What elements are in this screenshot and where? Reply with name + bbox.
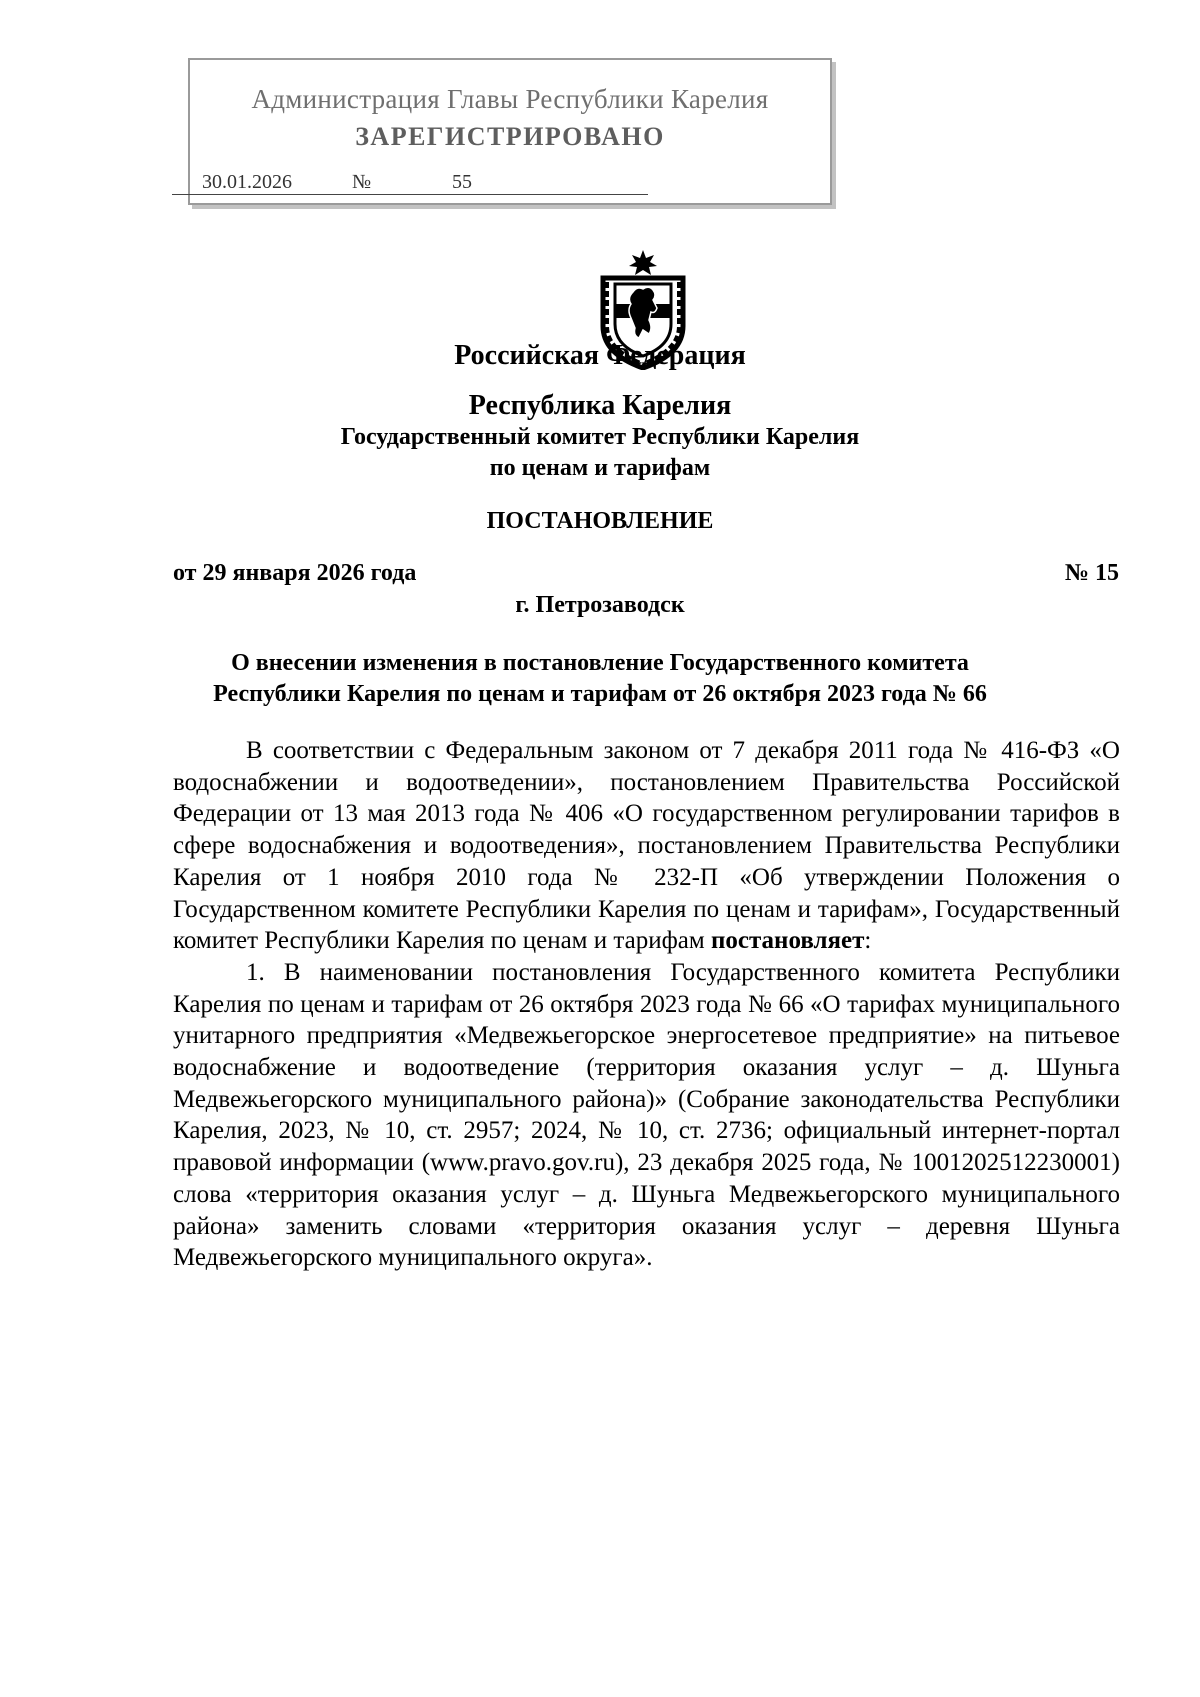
stamp-number-label: № bbox=[352, 171, 392, 195]
stamp-date: 30.01.2026 bbox=[172, 171, 352, 195]
paragraph-item-1: 1. В наименовании постановления Государственного комитета Республики Карелия по ценам и тарифам от 26 октября 2023 года № 66 «О тарифах муниципального унитарного предприятия «Медвежьегорское энергосетевое предприятие» на питьевое водоснабжение и водоотведение (территория оказания услуг – д. Шуньга Медвежьегорского муниципального района)» (Собрание законодательства Республики Карелия, 2023, № 10, ст. 2957; 2024, № 10, ст. 2736; официальный интернет-портал правовой информации (www.pravo.gov.ru), 23 декабря 2025 года, № 1001202512230001) слова «территория оказания услуг – д. Шуньга Медвежьегорского муниципального района» заменить словами «территория оказания услуг – деревня Шуньга Медвежьегорского муниципального округа». bbox=[173, 958, 1120, 1272]
registration-stamp bbox=[188, 58, 832, 205]
stamp-number: 55 bbox=[392, 171, 648, 195]
stamp-status: ЗАРЕГИСТРИРОВАНО bbox=[355, 122, 665, 151]
header-committee-line1: Государственный комитет Республики Карелия bbox=[340, 424, 860, 450]
header-committee-line2: по ценам и тарифам bbox=[489, 455, 711, 481]
header-country: Российская Федерация bbox=[454, 340, 746, 371]
header-republic: Республика Карелия bbox=[468, 390, 732, 421]
document-city: г. Петрозаводск bbox=[515, 592, 685, 618]
document-type: ПОСТАНОВЛЕНИЕ bbox=[486, 508, 714, 534]
document-number: № 15 bbox=[1064, 560, 1119, 586]
preamble-text: В соответствии с Федеральным законом от 7 декабря 2011 года № 416-ФЗ «О водоснабжении и водоотведении», постановлением Правительства Российской Федерации от 13 мая 2013 года № 406 «О государственном регулировании тарифов в сфере водоснабжения и водоотведения», постановлением Правительства Республики Карелия от 1 ноября 2010 года № 232-П «Об утверждении Положения о Государственном комитете Республики Карелия по ценам и тарифам», Государственный комитет Республики Карелия по ценам и тарифам bbox=[173, 737, 1120, 955]
title-line2: Республики Карелия по ценам и тарифам от 26 октября 2023 года № 66 bbox=[213, 681, 987, 707]
title-line1: О внесении изменения в постановление Государственного комитета bbox=[231, 650, 969, 676]
preamble-colon: : bbox=[864, 927, 872, 955]
document-date: от 29 января 2026 года bbox=[173, 560, 417, 586]
stamp-registration-line bbox=[172, 171, 648, 195]
paragraph-preamble bbox=[173, 735, 1120, 957]
stamp-organization: Администрация Главы Республики Карелия bbox=[251, 84, 769, 114]
document-body bbox=[173, 735, 1120, 1274]
resolves-word: постановляет bbox=[710, 927, 865, 955]
